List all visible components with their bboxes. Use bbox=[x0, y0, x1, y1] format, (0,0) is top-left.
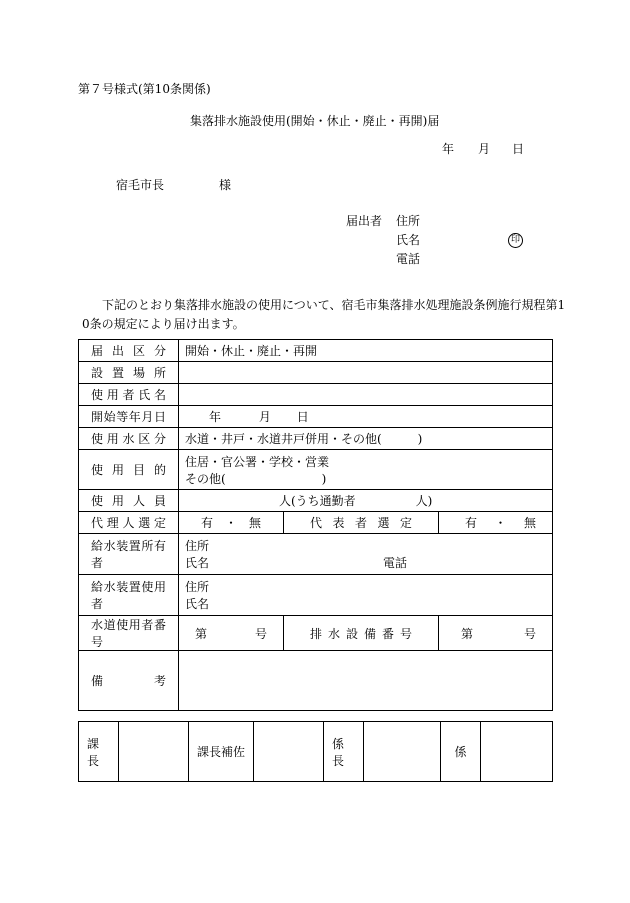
device-user-name: 氏名 bbox=[185, 597, 210, 611]
seal-mark bbox=[508, 231, 523, 248]
approval-table bbox=[78, 721, 553, 782]
owner-phone: 電話 bbox=[383, 556, 408, 570]
purpose-line2: その他( ) bbox=[185, 471, 327, 486]
seal-icon: 印 bbox=[508, 233, 523, 248]
purpose-line1: 住居・官公署・学校・営業 bbox=[185, 454, 330, 469]
users-text: 人(うち通勤者 人) bbox=[279, 494, 433, 508]
label-water-type: 使用水区分 bbox=[79, 428, 179, 450]
applicant-name-label: 氏名 bbox=[396, 233, 421, 247]
value-users[interactable] bbox=[179, 490, 553, 512]
applicant-phone-label: 電話 bbox=[396, 252, 421, 266]
date-month: 月 bbox=[478, 142, 491, 156]
approval-staff-label: 係 bbox=[441, 722, 481, 782]
approval-section-head-label: 係長 bbox=[324, 722, 364, 782]
agent-no: 無 bbox=[248, 516, 261, 530]
label-purpose: 使用目的 bbox=[79, 450, 179, 490]
value-location[interactable] bbox=[179, 362, 553, 384]
form-title: 集落排水施設使用(開始・休止・廃止・再開)届 bbox=[190, 114, 440, 128]
body-text-line2: 0条の規定により届け出ます。 bbox=[82, 317, 245, 331]
device-user-address: 住所 bbox=[185, 580, 210, 594]
label-notification-type: 届出区分 bbox=[79, 340, 179, 362]
representative-yes: 有 bbox=[465, 516, 478, 530]
approval-chief-stamp[interactable] bbox=[119, 722, 189, 782]
label-user-name: 使用者氏名 bbox=[79, 384, 179, 406]
agent-dot: ・ bbox=[224, 516, 237, 530]
date-year: 年 bbox=[442, 142, 455, 156]
approval-staff-stamp[interactable] bbox=[481, 722, 553, 782]
value-owner[interactable] bbox=[179, 534, 553, 575]
value-water-number[interactable] bbox=[179, 616, 284, 651]
label-drain-number: 排水設備番号 bbox=[284, 616, 439, 651]
addressee-honorific: 様 bbox=[219, 178, 232, 192]
drain-number-dai: 第 bbox=[461, 626, 474, 641]
representative-dot: ・ bbox=[494, 516, 507, 530]
water-number-dai: 第 bbox=[195, 626, 208, 641]
approval-section-head-stamp[interactable] bbox=[364, 722, 441, 782]
value-agent[interactable] bbox=[179, 512, 284, 534]
start-date-month: 月 bbox=[258, 410, 271, 424]
value-drain-number[interactable] bbox=[439, 616, 553, 651]
representative-no: 無 bbox=[524, 516, 537, 530]
addressee-name: 宿毛市長 bbox=[116, 178, 165, 192]
date-day: 日 bbox=[512, 142, 525, 156]
value-remarks[interactable] bbox=[179, 651, 553, 711]
label-users: 使用人員 bbox=[79, 490, 179, 512]
label-water-number: 水道使用者番号 bbox=[79, 616, 179, 651]
start-date-day: 日 bbox=[296, 410, 309, 424]
applicant-label: 届出者 bbox=[346, 214, 383, 228]
approval-assistant-stamp[interactable] bbox=[254, 722, 324, 782]
owner-address: 住所 bbox=[185, 539, 210, 553]
water-number-go: 号 bbox=[254, 626, 267, 641]
value-notification-type[interactable]: 開始・休止・廃止・再開 bbox=[179, 340, 553, 362]
label-remarks: 備考 bbox=[79, 651, 179, 711]
owner-name: 氏名 bbox=[185, 556, 210, 570]
label-start-date: 開始等年月日 bbox=[79, 406, 179, 428]
value-device-user[interactable] bbox=[179, 575, 553, 616]
drain-number-go: 号 bbox=[524, 626, 537, 641]
approval-chief-label: 課長 bbox=[79, 722, 119, 782]
approval-assistant-label: 課長補佐 bbox=[189, 722, 254, 782]
applicant-address-label: 住所 bbox=[396, 214, 421, 228]
start-date-year: 年 bbox=[209, 410, 222, 424]
label-agent: 代理人選定 bbox=[79, 512, 179, 534]
value-user-name[interactable] bbox=[179, 384, 553, 406]
label-owner: 給水装置所有者 bbox=[79, 534, 179, 575]
value-representative[interactable] bbox=[439, 512, 553, 534]
value-start-date[interactable] bbox=[179, 406, 553, 428]
body-text-line1: 下記のとおり集落排水施設の使用について、宿毛市集落排水処理施設条例施行規程第1 bbox=[102, 298, 566, 312]
agent-yes: 有 bbox=[201, 516, 214, 530]
value-water-type[interactable]: 水道・井戸・水道井戸併用・その他( ) bbox=[179, 428, 553, 450]
value-purpose[interactable] bbox=[179, 450, 553, 490]
main-form-table bbox=[78, 339, 553, 711]
form-number: 第７号様式(第10条関係) bbox=[78, 82, 211, 96]
label-representative: 代表者選定 bbox=[284, 512, 439, 534]
label-location: 設置場所 bbox=[79, 362, 179, 384]
label-device-user: 給水装置使用者 bbox=[79, 575, 179, 616]
